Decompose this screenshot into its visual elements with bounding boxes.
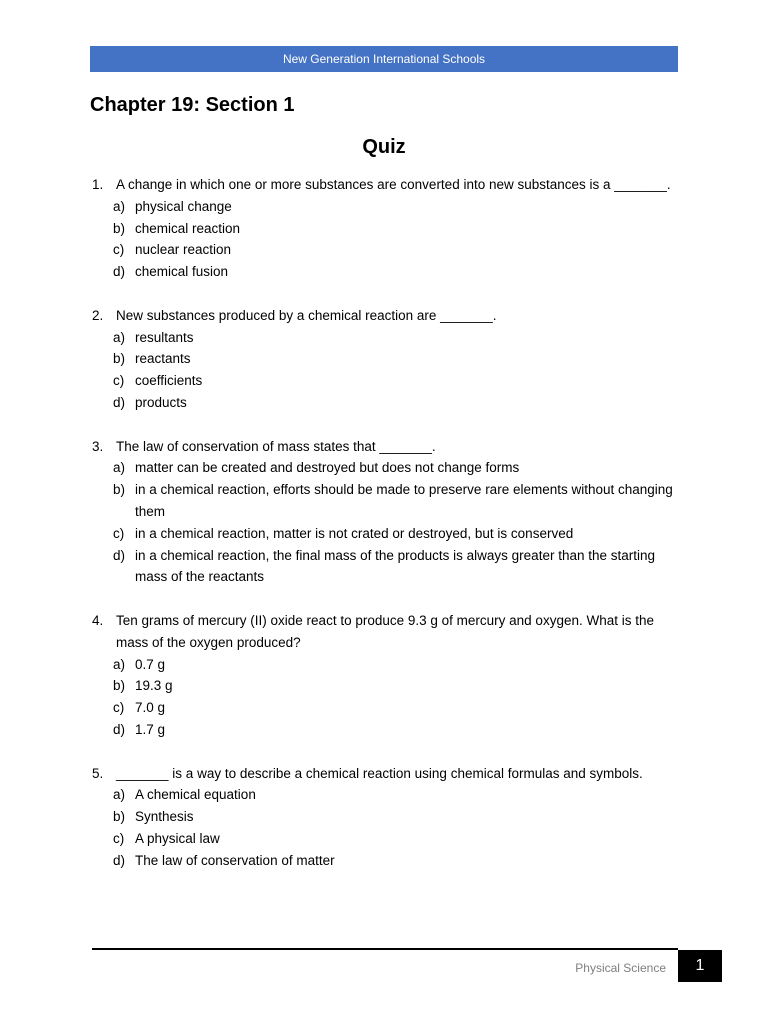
option-letter: b) [113, 351, 126, 367]
question-number: 2. [92, 307, 104, 323]
option-text: reactants [135, 351, 191, 367]
option-letter: c) [113, 525, 125, 541]
question-text: New substances produced by a chemical reaction are _______. [116, 307, 497, 323]
option-letter: a) [113, 787, 126, 803]
answer-option [90, 239, 680, 261]
option-letter: a) [113, 460, 126, 476]
option-text: 1.7 g [135, 721, 166, 737]
answer-option [90, 828, 680, 850]
option-text: chemical fusion [135, 264, 229, 280]
answer-option [90, 392, 680, 414]
page-number-box [678, 950, 722, 982]
answer-option [90, 261, 680, 283]
school-header-bar [90, 46, 678, 72]
quiz-title: Quiz [362, 136, 406, 158]
option-letter: c) [113, 830, 125, 846]
option-text: resultants [135, 329, 194, 345]
question-list [90, 174, 680, 893]
option-letter: d) [113, 852, 126, 868]
answer-option [90, 850, 680, 872]
option-text: matter can be created and destroyed but does not change forms [135, 460, 520, 476]
option-text: coefficients [135, 373, 203, 389]
answer-option [90, 697, 680, 719]
question-item [90, 610, 680, 741]
answer-option [90, 370, 680, 392]
answer-option [90, 545, 680, 589]
option-text: 19.3 g [135, 678, 173, 694]
answer-option [90, 806, 680, 828]
option-text: 0.7 g [135, 656, 166, 672]
school-name: New Generation International Schools [282, 52, 486, 66]
option-text: A physical law [135, 830, 220, 846]
answer-option [90, 719, 680, 741]
option-text: nuclear reaction [135, 242, 232, 258]
option-text: Synthesis [135, 809, 194, 825]
option-text: products [135, 394, 187, 410]
answer-option [90, 654, 680, 676]
option-text: physical change [135, 198, 232, 214]
question-text: A change in which one or more substances are converted into new substances is a _______. [116, 177, 671, 192]
answer-option [90, 457, 680, 479]
question-item [90, 174, 680, 283]
question-row [90, 610, 680, 654]
question-number: 3. [92, 438, 104, 454]
option-text: 7.0 g [135, 700, 166, 716]
option-letter: c) [113, 700, 125, 716]
option-letter: a) [113, 329, 126, 345]
option-text: in a chemical reaction, matter is not crated or destroyed, but is conserved [135, 525, 574, 541]
question-text: Ten grams of mercury (II) oxide react to produce 9.3 g of mercury and oxygen. What is the mass of the oxygen produced? [116, 612, 654, 650]
option-letter: d) [113, 394, 126, 410]
answer-option [90, 523, 680, 545]
question-text: _______ is a way to describe a chemical reaction using chemical formulas and symbols. [116, 765, 643, 781]
option-letter: d) [113, 264, 126, 280]
option-text: in a chemical reaction, the final mass of the products is always greater than the starting mass of the reactants [135, 547, 656, 585]
footer-subject: Physical Science [575, 961, 666, 975]
answer-option [90, 784, 680, 806]
option-text: A chemical equation [135, 787, 256, 803]
question-number: 1. [92, 177, 104, 192]
option-letter: b) [113, 482, 126, 498]
question-number: 4. [92, 612, 104, 628]
option-letter: b) [113, 678, 126, 694]
question-row [90, 305, 680, 327]
question-item [90, 763, 680, 872]
answer-option [90, 218, 680, 240]
option-letter: b) [113, 220, 126, 236]
question-item [90, 436, 680, 589]
answer-option [90, 327, 680, 349]
option-letter: c) [113, 373, 125, 389]
chapter-title: Chapter 19: Section 1 [90, 94, 295, 116]
answer-option [90, 675, 680, 697]
option-letter: b) [113, 809, 126, 825]
option-text: The law of conservation of matter [135, 852, 335, 868]
option-letter: a) [113, 198, 126, 214]
question-text: The law of conservation of mass states that _______. [116, 438, 436, 454]
option-letter: a) [113, 656, 126, 672]
option-letter: d) [113, 721, 126, 737]
question-item [90, 305, 680, 414]
option-text: in a chemical reaction, efforts should be made to preserve rare elements without changing them [135, 482, 673, 519]
option-text: chemical reaction [135, 220, 241, 236]
option-letter: d) [113, 547, 126, 563]
question-row [90, 436, 680, 458]
footer-rule [92, 948, 678, 950]
question-row [90, 174, 680, 196]
question-row [90, 763, 680, 785]
answer-option [90, 479, 680, 523]
answer-option [90, 348, 680, 370]
answer-option [90, 196, 680, 218]
question-number: 5. [92, 765, 104, 781]
page-number: 1 [695, 957, 705, 974]
option-letter: c) [113, 242, 125, 258]
